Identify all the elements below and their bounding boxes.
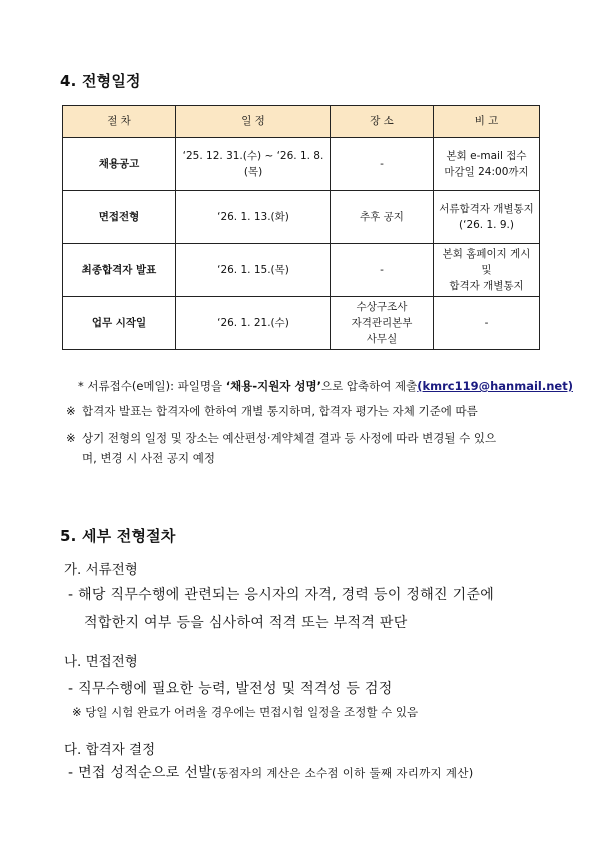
note-line: 마감일 24:00까지	[444, 166, 529, 178]
header-place: 장 소	[331, 106, 434, 138]
table-row	[63, 297, 540, 350]
note-mark: ※	[66, 431, 76, 445]
note-text: 서류접수(e메일): 파일명을	[87, 379, 223, 393]
note-schedule-change	[66, 430, 546, 468]
place-cell: -	[331, 244, 434, 297]
subsection-title: 가. 서류전형	[64, 562, 138, 578]
selection-rule: - 면접 성적순으로 선발	[68, 765, 213, 781]
date-cell: ‘26. 1. 15.(목)	[176, 244, 331, 297]
schedule-table	[62, 105, 540, 350]
table-row	[63, 138, 540, 191]
header-date: 일 정	[176, 106, 331, 138]
place-line: 사무실	[366, 333, 398, 346]
note-mark: *	[78, 379, 84, 393]
note-text: 상기 전형의 일정 및 장소는 예산편성·계약체결 결과 등 사정에 따라 변경될 수 있으	[82, 431, 497, 445]
body-line: - 직무수행에 필요한 능력, 발전성 및 적격성 등 검정	[68, 681, 393, 697]
step-cell: 업무 시작일	[63, 297, 176, 350]
header-note: 비 고	[434, 106, 540, 138]
place-cell	[331, 297, 434, 350]
date-cell: ‘26. 1. 13.(화)	[176, 191, 331, 244]
date-cell: ‘25. 12. 31.(수) ~ ‘26. 1. 8.(목)	[176, 138, 331, 191]
note-line: 본회 e-mail 접수	[446, 149, 527, 162]
section5-title: 5. 세부 전형절차	[60, 527, 176, 545]
note-cell	[434, 191, 540, 244]
note-text: 합격자 발표는 합격자에 한하여 개별 통지하며, 합격자 평가는 자체 기준에 따름	[82, 404, 478, 418]
body-line: 적합한지 여부 등을 심사하여 적격 또는 부적격 판단	[84, 615, 408, 631]
note-mark: ※	[66, 404, 76, 418]
place-line: 수상구조사	[356, 300, 408, 313]
table-header-row	[63, 106, 540, 138]
note-text: 으로 압축하여 제출	[321, 379, 418, 393]
step-cell: 면접전형	[63, 191, 176, 244]
place-cell: 추후 공지	[331, 191, 434, 244]
table-row	[63, 191, 540, 244]
place-line: 자격관리본부	[351, 316, 413, 329]
note-line: 본회 홈페이지 게시 및	[442, 247, 531, 276]
date-cell: ‘26. 1. 21.(수)	[176, 297, 331, 350]
note-line: 서류합격자 개별통지	[439, 202, 534, 215]
subsection-title: 다. 합격자 결정	[64, 742, 156, 758]
step-cell: 최종합격자 발표	[63, 244, 176, 297]
section4-title: 4. 전형일정	[60, 72, 141, 90]
body-line: - 해당 직무수행에 관련되는 응시자의 자격, 경력 등이 정해진 기준에	[68, 587, 495, 603]
note-email-submission	[78, 378, 573, 395]
note-cell	[434, 138, 540, 191]
note-announcement	[66, 403, 478, 420]
body-line	[68, 761, 474, 786]
note-text: 며, 변경 시 사전 공지 예정	[82, 451, 216, 466]
subsection-title: 나. 면접전형	[64, 654, 138, 670]
note-line: 합격자 개별통지	[449, 280, 524, 293]
place-cell: -	[331, 138, 434, 191]
tie-rule: (동점자의 계산은 소수점 이하 둘째 자리까지 계산)	[212, 766, 474, 780]
header-step: 절 차	[63, 106, 176, 138]
note-cell	[434, 244, 540, 297]
note-line: (‘26. 1. 9.)	[459, 219, 514, 231]
interview-note: ※ 당일 시험 완료가 어려울 경우에는 면접시험 일정을 조정할 수 있음	[72, 705, 419, 719]
email-address: (kmrc119@hanmail.net)	[417, 379, 573, 393]
step-cell: 채용공고	[63, 138, 176, 191]
note-filename: ‘채용-지원자 성명’	[225, 379, 322, 393]
note-cell: -	[434, 297, 540, 350]
table-row	[63, 244, 540, 297]
